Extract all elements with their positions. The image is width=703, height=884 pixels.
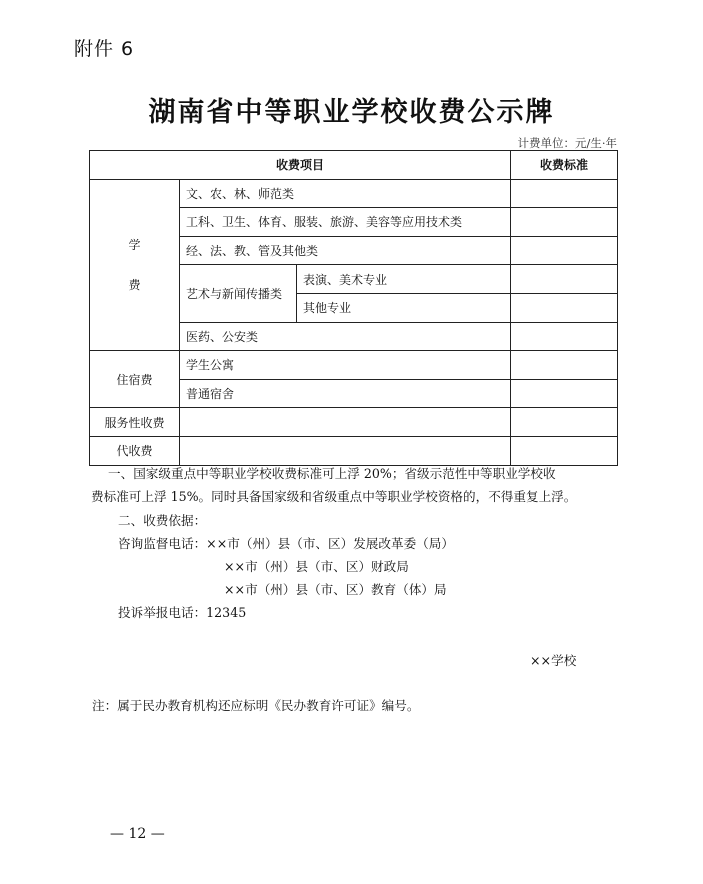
page-title: 湖南省中等职业学校收费公示牌 <box>148 97 555 128</box>
service-fee-content <box>180 408 511 437</box>
table-header-row <box>90 151 618 180</box>
agency-fee-content <box>180 436 511 465</box>
contact-line2: ××市（州）县（市、区）财政局 <box>224 559 409 574</box>
contact-line1: 咨询监督电话：××市（州）县（市、区）发展改革委（局） <box>118 536 454 551</box>
fee-value-cell <box>511 379 618 408</box>
header-item: 收费项目 <box>90 151 511 180</box>
header-standard: 收费标准 <box>511 151 618 180</box>
tuition-char-1: 学 <box>128 237 141 252</box>
fee-value-cell <box>511 236 618 265</box>
agency-fee-label: 代收费 <box>90 436 180 465</box>
fee-value-cell <box>511 265 618 294</box>
table-row <box>90 179 618 208</box>
tuition-row-label: 文、农、林、师范类 <box>180 179 511 208</box>
unit-note: 计费单位：元/生·年 <box>517 136 617 150</box>
art-group-label: 艺术与新闻传播类 <box>180 265 297 322</box>
art-subrow-label: 其他专业 <box>297 293 511 322</box>
accommodation-label: 住宿费 <box>90 351 180 408</box>
fee-value-cell <box>511 208 618 237</box>
table-row <box>90 351 618 380</box>
page-number: — 12 — <box>110 826 165 842</box>
note-point1-line1: 一、国家级重点中等职业学校收费标准可上浮 20%；省级示范性中等职业学校收 <box>108 466 556 481</box>
tuition-row-label: 工科、卫生、体育、服装、旅游、美容等应用技术类 <box>180 208 511 237</box>
accommodation-row-label: 学生公寓 <box>180 351 511 380</box>
accommodation-row-label: 普通宿舍 <box>180 379 511 408</box>
contact-line3: ××市（州）县（市、区）教育（体）局 <box>224 582 447 597</box>
complaint-line: 投诉举报电话：12345 <box>118 605 247 620</box>
tuition-char-2: 费 <box>128 277 141 292</box>
footnote: 注：属于民办教育机构还应标明《民办教育许可证》编号。 <box>92 698 420 713</box>
fee-value-cell <box>511 322 618 351</box>
fee-value-cell <box>511 179 618 208</box>
tuition-group-cell <box>90 179 180 351</box>
note-point1-line2: 费标准可上浮 15%。同时具备国家级和省级重点中等职业学校资格的，不得重复上浮。 <box>91 489 577 504</box>
attachment-label: 附件 6 <box>74 38 135 60</box>
fee-table <box>89 150 618 466</box>
table-row <box>90 436 618 465</box>
note-point2: 二、收费依据： <box>118 513 207 528</box>
school-name: ××学校 <box>530 653 577 668</box>
fee-value-cell <box>511 351 618 380</box>
service-fee-label: 服务性收费 <box>90 408 180 437</box>
tuition-row-label: 经、法、教、管及其他类 <box>180 236 511 265</box>
fee-value-cell <box>511 293 618 322</box>
table-row <box>90 408 618 437</box>
art-subrow-label: 表演、美术专业 <box>297 265 511 294</box>
medicine-row-label: 医药、公安类 <box>180 322 511 351</box>
fee-value-cell <box>511 408 618 437</box>
fee-value-cell <box>511 436 618 465</box>
